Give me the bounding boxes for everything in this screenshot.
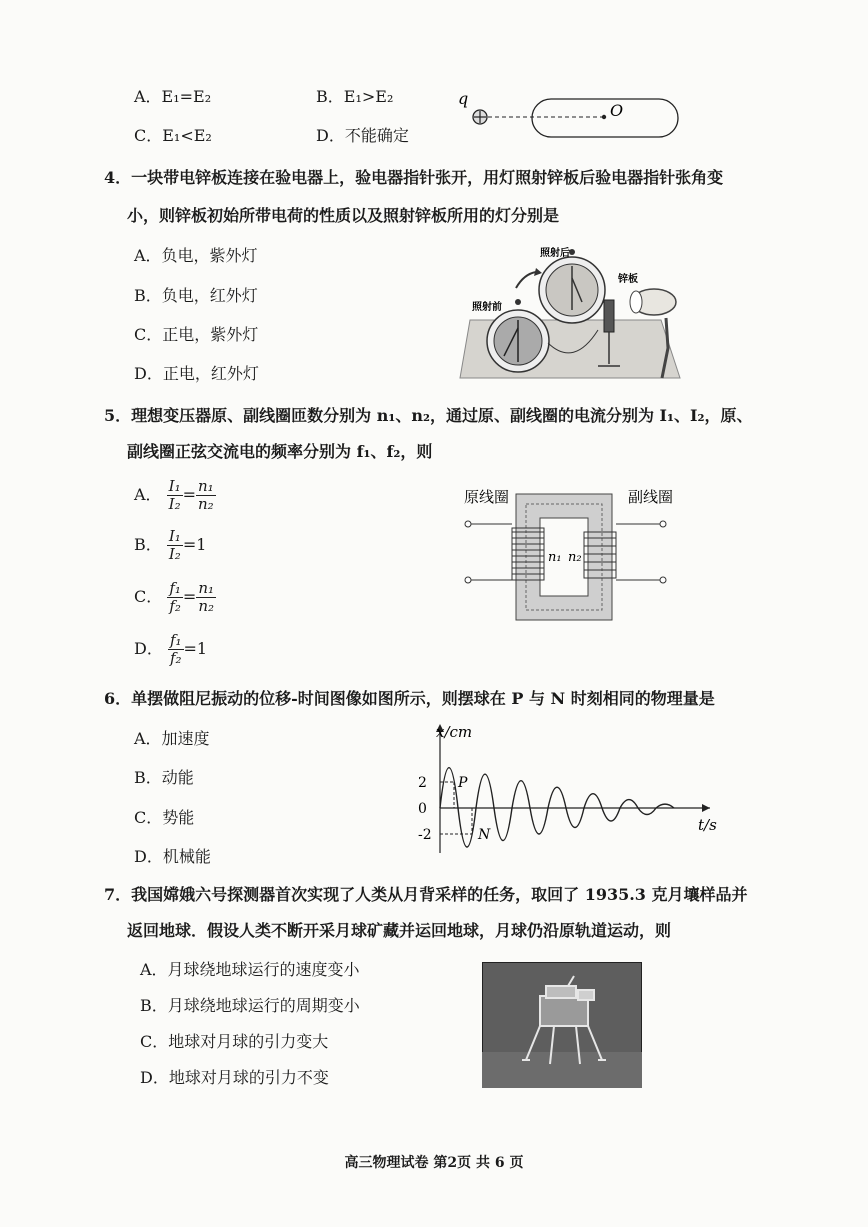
charge-label: q (458, 89, 469, 108)
q7-lander-photo (482, 962, 642, 1088)
q4-option-c: C．正电，紫外灯 (134, 325, 259, 344)
q4-option-d: D．正电，红外灯 (134, 364, 259, 383)
q4-stem-line2: 小，则锌板初始所带电荷的性质以及照射锌板所用的灯分别是 (127, 206, 560, 225)
q3-option-d: D．不能确定 (316, 126, 409, 145)
p-label: P (458, 775, 468, 791)
q7-option-b: B．月球绕地球运行的周期变小 (140, 996, 360, 1015)
arrow-icon (516, 272, 536, 288)
y-tick-label: -2 (418, 827, 432, 843)
q5-option-a: A． $\frac{\text{I₁}}{\text{I₂}}$ = $\frac{\text{n₁}}{\text{n₂}}$ (134, 477, 214, 513)
n-label: N (478, 827, 491, 843)
q4-option-b: B．负电，红外灯 (134, 286, 258, 305)
q6-option-a: A．加速度 (134, 729, 210, 748)
q7-option-d: D．地球对月球的引力不变 (140, 1068, 329, 1087)
q6-stem: 6．单摆做阻尼振动的位移-时间图像如图所示，则摆球在 P 与 N 时刻相同的物理量是 (104, 689, 715, 708)
y-tick-label: 2 (418, 775, 427, 791)
q4-figure (456, 238, 688, 386)
q3-option-c: C．E₁<E₂ (134, 126, 212, 145)
q6-damped-oscillation-chart (400, 720, 720, 870)
q5-option-d: D． $\frac{\text{f₁}}{\text{f₂}}$ =1 (134, 631, 208, 667)
svg-text:锌板: 锌板 (618, 274, 638, 285)
q6-option-b: B．动能 (134, 768, 194, 787)
y-axis-label: x/cm (436, 723, 473, 741)
secondary-coil-label: 副线圈 (628, 488, 674, 506)
y-tick-label: 0 (418, 801, 427, 817)
svg-text:照射前: 照射前 (472, 302, 502, 313)
q7-option-a: A．月球绕地球运行的速度变小 (140, 960, 360, 979)
svg-text:n₂: n₂ (568, 550, 582, 565)
x-axis-arrow (702, 804, 710, 812)
svg-text:n₁: n₁ (548, 550, 562, 565)
q7-stem-line1: 7．我国嫦娥六号探测器首次实现了人类从月背采样的任务，取回了 1935.3 克月壤样品并 (104, 885, 748, 904)
center-label: O (610, 101, 624, 120)
displacement-curve (440, 768, 674, 847)
q6-option-c: C．势能 (134, 808, 195, 827)
q3-option-a: A．E₁=E₂ (134, 87, 212, 106)
q5-stem-line2: 副线圈正弦交流电的频率分别为 f₁、f₂，则 (127, 442, 433, 461)
q3-option-b: B．E₁>E₂ (316, 87, 394, 106)
page-footer: 高三物理试卷 第2页 共 6 页 (344, 1155, 524, 1171)
zinc-plate-icon (604, 300, 614, 332)
q3-figure (452, 86, 687, 142)
q4-option-a: A．负电，紫外灯 (134, 246, 258, 265)
svg-text:照射后: 照射后 (540, 248, 570, 259)
x-axis-label: t/s (698, 816, 717, 834)
q5-option-c: C． $\frac{\text{f₁}}{\text{f₂}}$ = $\frac{\text{n₁}}{\text{n₂}}$ (134, 579, 215, 615)
q5-stem-line1: 5．理想变压器原、副线圈匝数分别为 n₁、n₂，通过原、副线圈的电流分别为 I₁、I₂，原、 (104, 406, 753, 425)
q6-option-d: D．机械能 (134, 847, 211, 866)
q7-stem-line2: 返回地球．假设人类不断开采月球矿藏并运回地球，月球仍沿原轨道运动，则 (127, 921, 672, 940)
primary-coil-label: 原线圈 (464, 488, 510, 506)
q5-transformer-figure (460, 484, 680, 630)
q5-option-b: B． $\frac{\text{I₁}}{\text{I₂}}$ =1 (134, 527, 207, 563)
q7-option-c: C．地球对月球的引力变大 (140, 1032, 329, 1051)
q4-stem-line1: 4．一块带电锌板连接在验电器上，验电器指针张开，用灯照射锌板后验电器指针张角变 (104, 168, 724, 187)
